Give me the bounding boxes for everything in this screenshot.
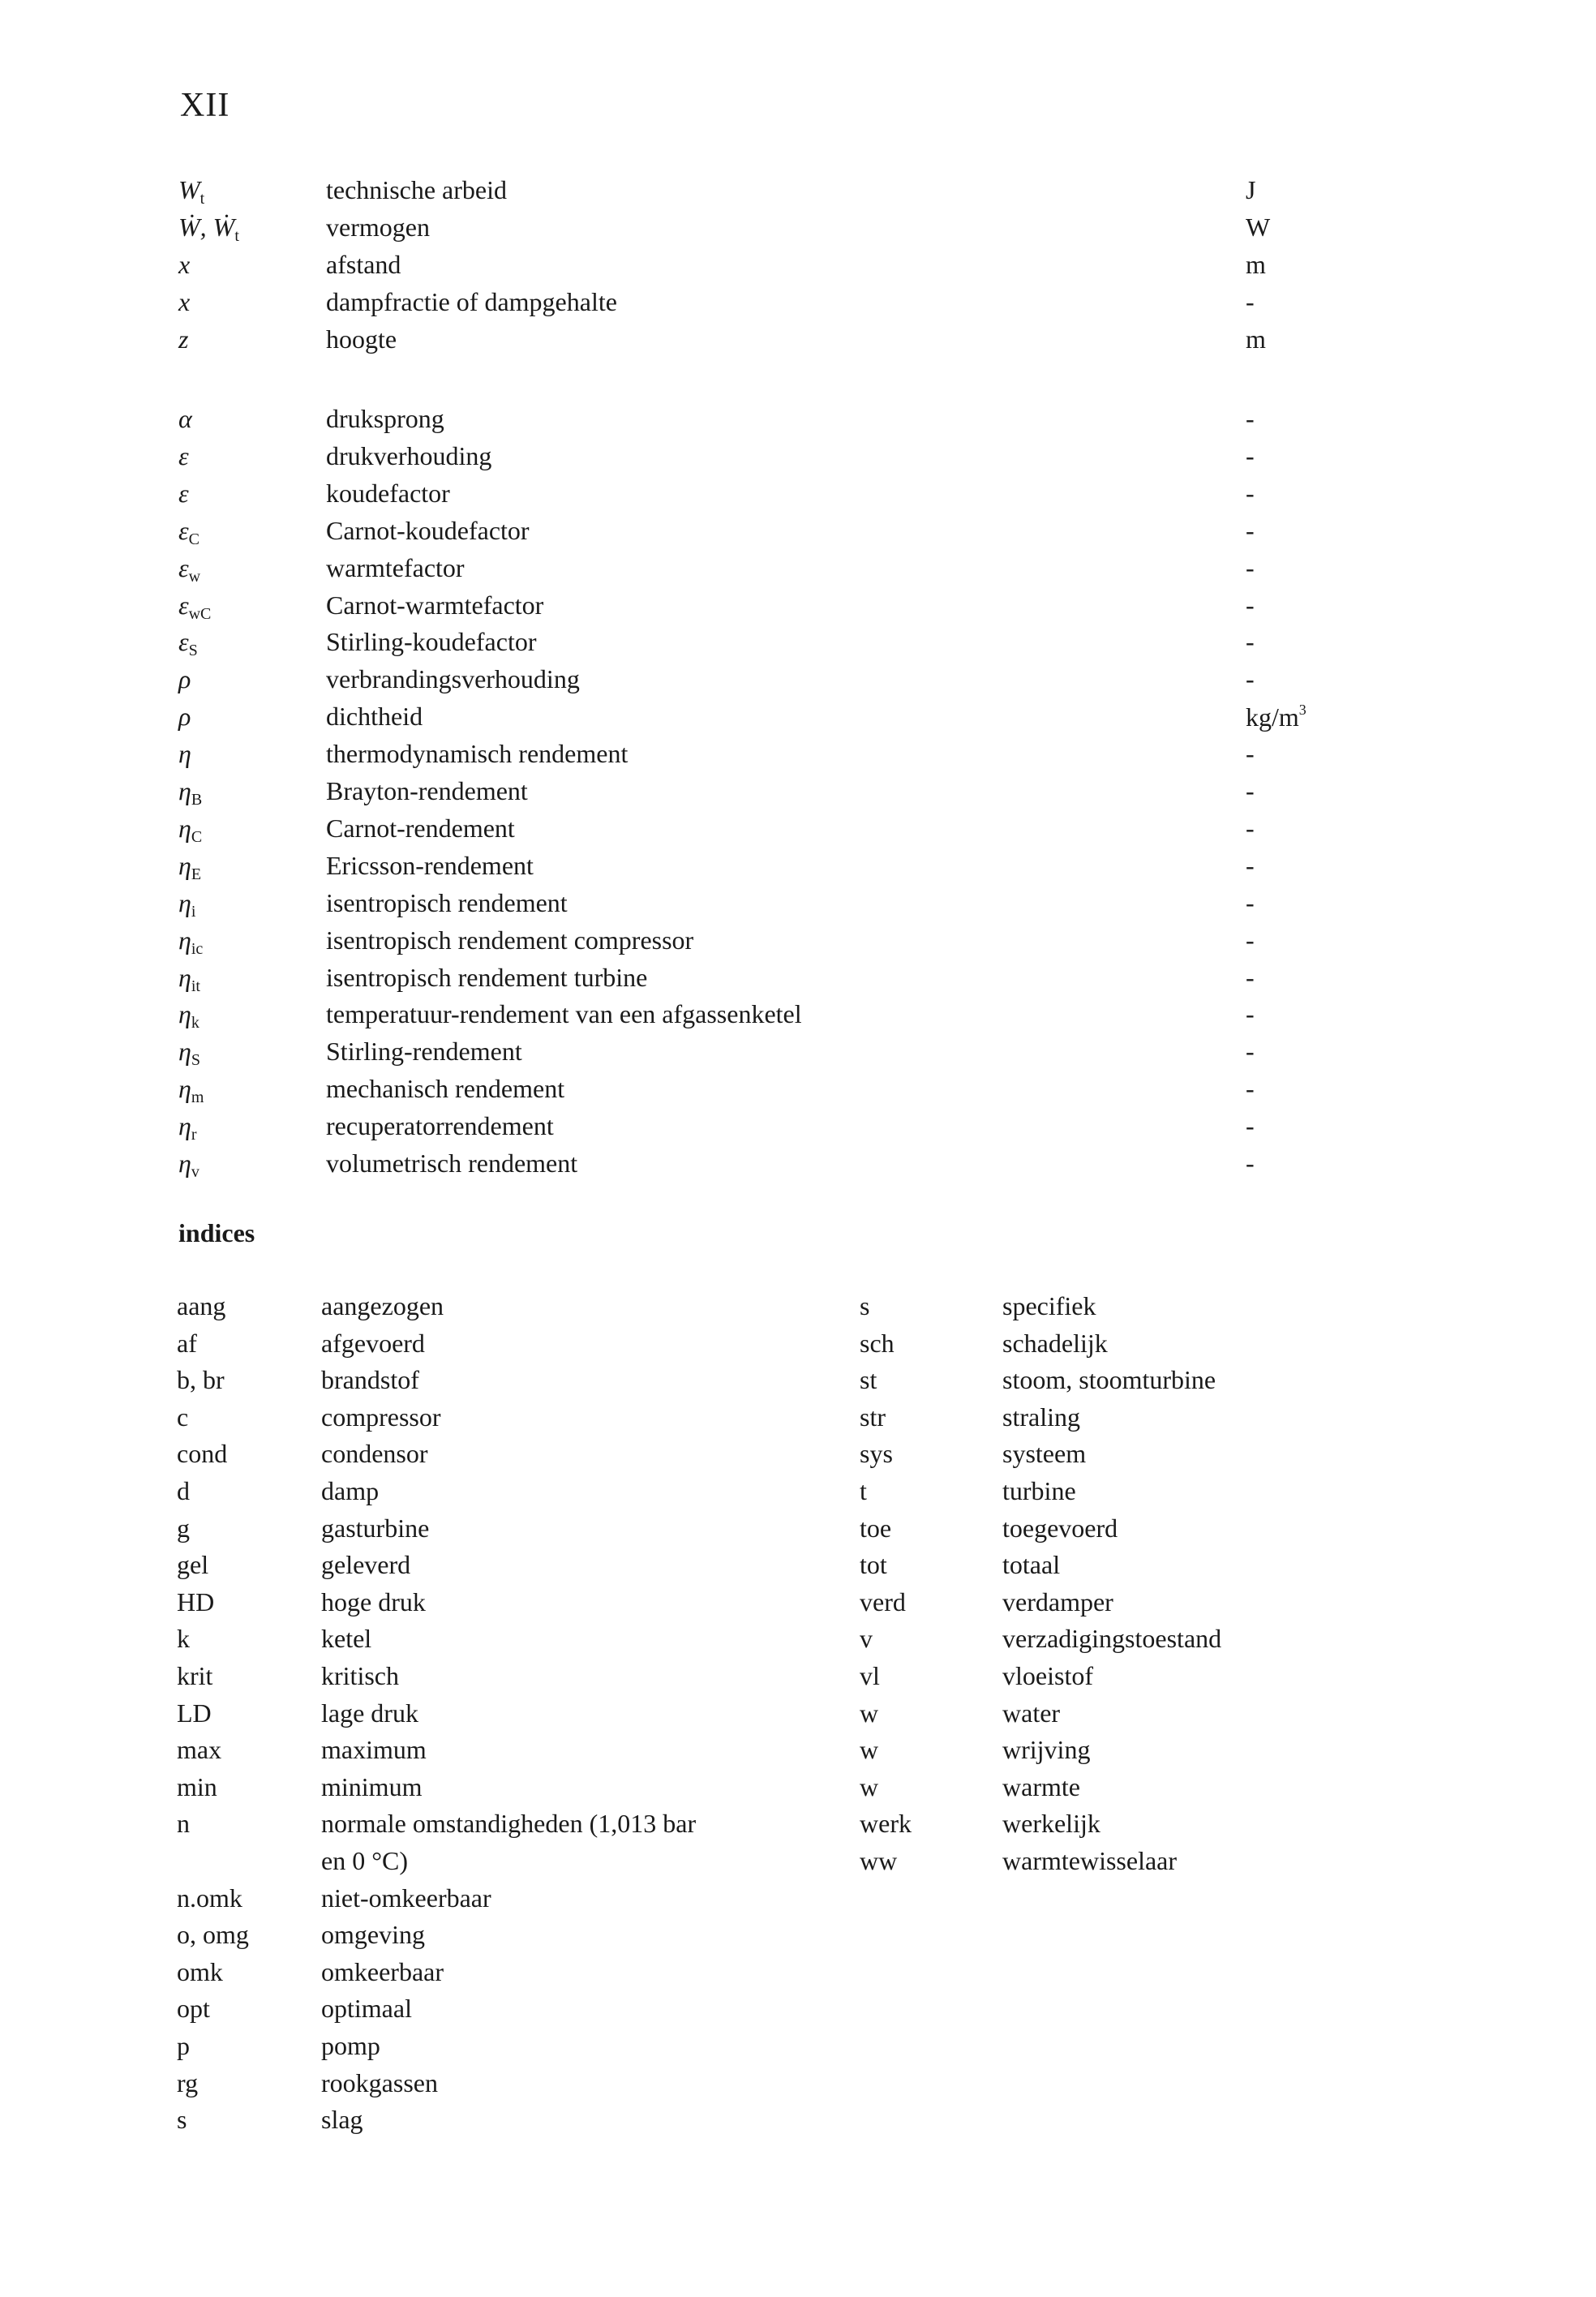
index-meaning: verzadigingstoestand (1002, 1624, 1222, 1654)
symbol-unit (1246, 814, 1255, 844)
symbol (178, 963, 200, 996)
symbol-unit (1246, 664, 1255, 694)
symbol (178, 175, 204, 208)
index-abbreviation: o, omg (177, 1920, 249, 1950)
symbol-description: Stirling-rendement (326, 1037, 522, 1067)
symbol-unit (1246, 287, 1255, 317)
index-abbreviation: krit (177, 1661, 213, 1690)
symbol-subscript: B (191, 791, 203, 809)
symbol-description: isentropisch rendement (326, 887, 568, 917)
symbol-subscript: m (191, 1088, 204, 1107)
index-meaning: pomp (321, 2031, 380, 2060)
symbol-letter: η (178, 850, 191, 880)
unit-text: kg/m (1246, 702, 1299, 732)
index-abbreviation: d (177, 1476, 190, 1505)
index-meaning: warmtewisselaar (1002, 1846, 1178, 1875)
index-abbreviation: opt (177, 1994, 210, 2024)
symbol-description: Carnot-warmtefactor (326, 590, 544, 620)
symbol-row (0, 664, 1596, 702)
symbol-description: isentropisch rendement turbine (326, 962, 648, 992)
symbol-letter: ε (178, 552, 189, 582)
symbol (178, 1111, 197, 1144)
index-abbreviation: omk (177, 1956, 223, 1986)
symbol-subscript: wC (188, 604, 212, 623)
symbol-letter: ρ (178, 702, 191, 732)
symbol-letter: η (178, 962, 191, 992)
index-abbreviation: LD (177, 1698, 212, 1728)
symbol (178, 553, 200, 586)
symbol-letter: ε (178, 515, 189, 545)
unit-text: W (1246, 213, 1271, 242)
index-abbreviation: verd (860, 1586, 906, 1616)
symbol-description: dichtheid (326, 702, 423, 732)
symbol-subscript: i (191, 902, 196, 921)
symbol-row (0, 287, 1596, 324)
index-abbreviation: aang (177, 1291, 226, 1320)
symbol-letter: η (178, 813, 191, 843)
symbol-description: Carnot-rendement (326, 813, 515, 843)
unit-text: - (1246, 813, 1255, 843)
index-meaning: normale omstandigheden (1,013 bar (321, 1809, 697, 1839)
index-meaning: rookgassen (321, 2067, 438, 2097)
symbol (178, 1148, 200, 1182)
index-meaning: specifiek (1002, 1291, 1096, 1320)
index-abbreviation: w (860, 1698, 879, 1728)
symbol-row (0, 590, 1596, 628)
symbol-subscript: t (234, 227, 239, 245)
symbol-unit (1246, 627, 1255, 657)
index-meaning: werkelijk (1002, 1809, 1100, 1839)
symbol-unit (1246, 1148, 1255, 1179)
index-meaning: damp (321, 1476, 380, 1505)
index-meaning: turbine (1002, 1476, 1076, 1505)
index-abbreviation: ww (860, 1846, 898, 1875)
index-abbreviation: min (177, 1771, 217, 1801)
unit-text: - (1246, 925, 1255, 955)
symbol-letter: x (178, 250, 191, 279)
index-meaning: afgevoerd (321, 1328, 425, 1358)
index-meaning: hoge druk (321, 1586, 426, 1616)
index-abbreviation: n.omk (177, 1883, 242, 1913)
index-abbreviation: p (177, 2031, 190, 2060)
symbol-letter: ε (178, 440, 189, 470)
symbol-subscript: C (191, 827, 203, 846)
symbol-unit (1246, 590, 1255, 620)
symbol-unit (1246, 888, 1255, 918)
symbol-description: drukverhouding (326, 440, 492, 470)
symbol-row (0, 851, 1596, 888)
symbol (178, 851, 201, 884)
symbol-description: thermodynamisch rendement (326, 739, 629, 769)
index-abbreviation: w (860, 1771, 879, 1801)
symbol-letter: η (178, 739, 191, 769)
index-meaning: straling (1002, 1402, 1080, 1432)
index-meaning: compressor (321, 1402, 441, 1432)
unit-text: J (1246, 175, 1256, 204)
symbol-unit (1246, 479, 1255, 509)
unit-text: - (1246, 1074, 1255, 1104)
symbol-description: recuperatorrendement (326, 1111, 554, 1141)
symbol (178, 925, 203, 959)
symbol (178, 1074, 204, 1107)
symbol-letter: η (178, 925, 191, 955)
index-meaning: condensor (321, 1439, 428, 1469)
index-meaning: omkeerbaar (321, 1956, 444, 1986)
symbol-letter: η (178, 1037, 191, 1067)
symbol-unit (1246, 851, 1255, 881)
index-abbreviation: s (177, 2105, 187, 2135)
symbol-letter: ρ (178, 664, 191, 694)
index-meaning: omgeving (321, 1920, 425, 1950)
unit-text: - (1246, 590, 1255, 620)
index-meaning: kritisch (321, 1661, 399, 1690)
symbol-row (0, 739, 1596, 776)
index-abbreviation: HD (177, 1586, 215, 1616)
index-abbreviation: v (860, 1624, 873, 1654)
symbol-row (0, 553, 1596, 590)
index-abbreviation: t (860, 1476, 867, 1505)
symbol-description: dampfractie of dampgehalte (326, 287, 617, 316)
symbol-letter: η (178, 1148, 191, 1178)
symbol (178, 814, 202, 847)
symbol-unit (1246, 324, 1266, 354)
symbol (178, 441, 189, 474)
symbol-row (0, 963, 1596, 1000)
symbol-row (0, 888, 1596, 925)
symbol-description: koudefactor (326, 478, 450, 508)
symbol-row (0, 1111, 1596, 1148)
index-meaning: en 0 °C) (321, 1846, 408, 1875)
index-abbreviation: g (177, 1513, 190, 1543)
index-abbreviation: max (177, 1735, 222, 1765)
index-abbreviation: sys (860, 1439, 893, 1469)
symbol-unit (1246, 250, 1266, 280)
unit-text: - (1246, 776, 1255, 805)
symbol-subscript: w (188, 567, 201, 586)
symbol-letter: z (178, 324, 189, 354)
index-abbreviation: st (860, 1365, 877, 1395)
symbol-letter: ε (178, 627, 189, 657)
index-meaning: slag (321, 2105, 363, 2135)
index-meaning: schadelijk (1002, 1328, 1108, 1358)
symbol-subscript: t (200, 190, 205, 208)
unit-text: m (1246, 250, 1266, 279)
index-abbreviation: werk (860, 1809, 912, 1839)
index-meaning: brandstof (321, 1365, 419, 1395)
symbol-letter: ε (178, 478, 189, 508)
symbol-unit (1246, 441, 1255, 471)
symbol-description: vermogen (326, 213, 430, 242)
index-meaning: geleverd (321, 1550, 411, 1580)
index-meaning: aangezogen (321, 1291, 444, 1320)
symbol (178, 739, 191, 772)
symbol-subscript: k (191, 1014, 200, 1033)
unit-text: - (1246, 1111, 1255, 1141)
index-abbreviation: sch (860, 1328, 895, 1358)
symbol (178, 999, 200, 1033)
symbol-description: verbrandingsverhouding (326, 664, 580, 694)
index-meaning: gasturbine (321, 1513, 430, 1543)
symbol (178, 287, 190, 320)
symbol-description: warmtefactor (326, 552, 465, 582)
symbol (178, 250, 190, 283)
symbol-unit (1246, 1111, 1255, 1141)
symbol-unit (1246, 213, 1270, 243)
unit-text: - (1246, 664, 1255, 694)
unit-text: - (1246, 887, 1255, 917)
index-meaning: wrijving (1002, 1735, 1091, 1765)
symbol-row (0, 1074, 1596, 1111)
symbol (178, 664, 191, 698)
symbol-row (0, 250, 1596, 287)
symbol-unit (1246, 404, 1255, 434)
index-abbreviation: str (860, 1402, 886, 1432)
symbol-row (0, 776, 1596, 814)
symbol (178, 324, 188, 358)
index-abbreviation: s (860, 1291, 870, 1320)
unit-text: - (1246, 478, 1255, 508)
symbol-description: druksprong (326, 404, 444, 433)
index-meaning: vloeistof (1002, 1661, 1093, 1690)
index-meaning: warmte (1002, 1771, 1080, 1801)
index-abbreviation: b, br (177, 1365, 225, 1395)
unit-text: - (1246, 850, 1255, 880)
symbol-letter: η (178, 887, 191, 917)
symbol-row (0, 925, 1596, 963)
symbol-letter: η (178, 1074, 191, 1104)
symbol-row (0, 175, 1596, 213)
symbol-row (0, 516, 1596, 553)
unit-text: - (1246, 515, 1255, 545)
symbol-row (0, 404, 1596, 441)
symbol-unit (1246, 553, 1255, 583)
symbol-unit (1246, 1074, 1255, 1104)
indices-heading: indices (178, 1218, 255, 1247)
symbol-row (0, 999, 1596, 1037)
index-meaning: minimum (321, 1771, 423, 1801)
symbol (178, 590, 211, 624)
index-abbreviation: n (177, 1809, 190, 1839)
symbol-subscript: E (191, 865, 202, 883)
symbol-letter: α (178, 404, 192, 433)
symbol-letter: η (178, 776, 191, 805)
symbol-description: mechanisch rendement (326, 1074, 565, 1104)
unit-text: - (1246, 627, 1255, 657)
symbol (178, 516, 200, 549)
symbol-unit (1246, 702, 1306, 732)
symbol-description: volumetrisch rendement (326, 1148, 578, 1178)
symbol-row (0, 441, 1596, 479)
index-abbreviation: rg (177, 2067, 199, 2097)
unit-text: - (1246, 287, 1255, 316)
symbol-unit (1246, 739, 1255, 769)
unit-text: m (1246, 324, 1266, 354)
symbol-description: hoogte (326, 324, 397, 354)
symbol-row (0, 213, 1596, 250)
index-meaning: toegevoerd (1002, 1513, 1118, 1543)
symbol-description: Ericsson-rendement (326, 850, 534, 880)
symbol-description: isentropisch rendement compressor (326, 925, 694, 955)
index-meaning: optimaal (321, 1994, 412, 2024)
unit-text: - (1246, 739, 1255, 769)
unit-text: - (1246, 999, 1255, 1029)
symbol-row (0, 702, 1596, 739)
symbol-row (0, 1148, 1596, 1186)
symbol-subscript: it (191, 977, 200, 995)
page-number: XII (180, 87, 230, 124)
symbol-description: Stirling-koudefactor (326, 627, 537, 657)
symbol (178, 888, 195, 921)
index-meaning: ketel (321, 1624, 372, 1654)
symbol-letter: x (178, 287, 191, 316)
symbol (178, 479, 189, 512)
symbol-unit (1246, 925, 1255, 955)
unit-text: - (1246, 440, 1255, 470)
index-meaning: totaal (1002, 1550, 1061, 1580)
unit-text: - (1246, 962, 1255, 992)
symbol (178, 702, 191, 735)
symbol-row (0, 479, 1596, 516)
symbol-description: temperatuur-rendement van een afgassenketel (326, 999, 802, 1029)
index-meaning: systeem (1002, 1439, 1087, 1469)
symbol-description: Carnot-koudefactor (326, 515, 530, 545)
index-meaning: stoom, stoomturbine (1002, 1365, 1216, 1395)
symbol-subscript: C (188, 530, 200, 548)
index-abbreviation: k (177, 1624, 190, 1654)
symbol-letter: ε (178, 590, 189, 620)
symbol-subscript: ic (191, 939, 204, 958)
symbol (178, 213, 239, 246)
index-abbreviation: c (177, 1402, 189, 1432)
index-abbreviation: cond (177, 1439, 228, 1469)
index-abbreviation: w (860, 1735, 879, 1765)
index-meaning: verdamper (1002, 1586, 1113, 1616)
symbol-letter: η (178, 1111, 191, 1141)
unit-text: - (1246, 404, 1255, 433)
symbol (178, 776, 202, 809)
symbol-letter: η (178, 999, 191, 1029)
symbol-row (0, 814, 1596, 851)
index-meaning: water (1002, 1698, 1061, 1728)
index-abbreviation: gel (177, 1550, 209, 1580)
index-abbreviation: tot (860, 1550, 887, 1580)
symbol-row (0, 324, 1596, 362)
symbol (178, 1037, 200, 1070)
symbol-description: technische arbeid (326, 175, 507, 204)
symbol-unit (1246, 963, 1255, 993)
symbol-description: afstand (326, 250, 401, 279)
symbol-subscript: S (188, 642, 198, 660)
unit-text: - (1246, 1148, 1255, 1178)
unit-text: - (1246, 1037, 1255, 1067)
symbol-subscript: S (191, 1051, 200, 1070)
symbol-subscript: v (191, 1163, 200, 1181)
index-abbreviation: vl (860, 1661, 880, 1690)
symbol-letter: Ẇ, Ẇ (178, 213, 235, 242)
index-abbreviation: toe (860, 1513, 892, 1543)
symbol-description: Brayton-rendement (326, 776, 528, 805)
symbol-unit (1246, 776, 1255, 806)
index-abbreviation: af (177, 1328, 197, 1358)
symbol-subscript: r (191, 1126, 197, 1144)
symbol-unit (1246, 516, 1255, 546)
symbol (178, 404, 192, 437)
unit-superscript: 3 (1298, 702, 1306, 719)
symbol-letter: W (178, 175, 200, 204)
symbol-unit (1246, 999, 1255, 1029)
symbol-unit (1246, 175, 1255, 205)
symbol (178, 627, 198, 660)
index-meaning: niet-omkeerbaar (321, 1883, 491, 1913)
symbol-unit (1246, 1037, 1255, 1067)
symbol-row (0, 627, 1596, 664)
symbol-row (0, 1037, 1596, 1074)
unit-text: - (1246, 552, 1255, 582)
index-meaning: maximum (321, 1735, 427, 1765)
index-meaning: lage druk (321, 1698, 418, 1728)
